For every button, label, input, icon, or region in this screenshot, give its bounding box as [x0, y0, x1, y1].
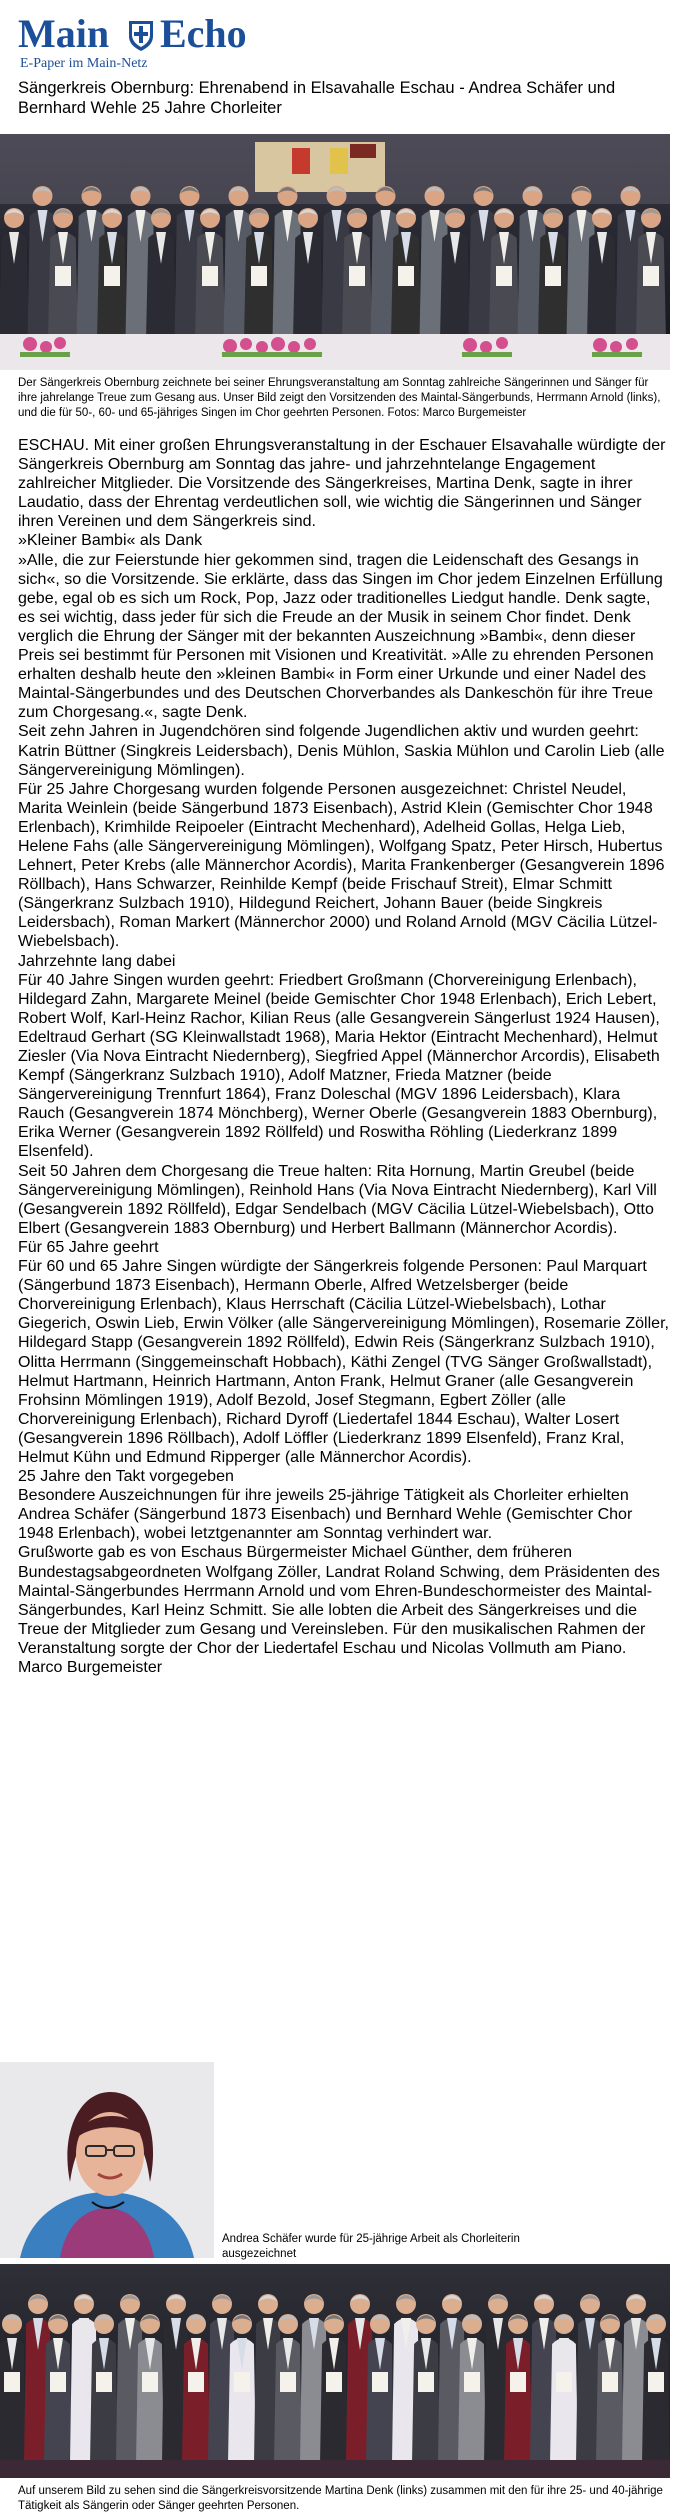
logo-word-echo: Echo	[160, 11, 247, 56]
article-paragraph: Für 40 Jahre Singen wurden geehrt: Friedbert Großmann (Chorvereinigung Erlenbach), Hildegard Zahn, Margarete Meinel (beide Gemischter Chor 1948 Erlenbach), Erich Lebert, Robert Wolf, Karl-Heinz Rachor, Kilian Reus (alle Gesangverein Sängerlust 1924 Hausen), Edeltraud Gerhart (SG Kleinwallstadt 1968), Maria Hektor (Eintracht Mechenhard), Helmut Ziesler (Via Nova Eintracht Niedernberg), Siegfried Appel (Männerchor Arcordis), Elisabeth Kempf (Sängerkranz Sulzbach 1910), Adolf Matzner, Frieda Matzner (beide Sängervereinigung Trennfurt 1864), Franz Doleschal (MGV 1896 Leidersbach), Klara Rauch (Gesangverein 1874 Mönchberg), Werner Oberle (Gesangverein 1883 Obernburg), Erika Werner (Gesangverein 1892 Röllfeld) und Roswitha Röhling (Liederkranz 1899 Elsenfeld).	[18, 971, 660, 1161]
article-subheading: 25 Jahre den Takt vorgegeben	[18, 1468, 234, 1486]
photo-caption-portrait: Andrea Schäfer wurde für 25-jährige Arbeit als Chorleiterin ausgezeichnet	[222, 2233, 520, 2260]
article-author: Marco Burgemeister	[18, 1659, 163, 1676]
crest-icon	[126, 18, 156, 52]
photo-caption-group: Der Sängerkreis Obernburg zeichnete bei seiner Ehrungsveranstaltung am Sonntag zahlreiche Sängerinnen und Sänger für ihre jahrelange Treue zum Gesang aus. Unser Bild zeigt den Vorsitzenden des Maintal-Sängerbunds, Herrmann Arnold (links), und die für 50-, 60- und 65-jähriges Singen im Chor geehrten Personen. Fotos: Marco Burgemeister	[18, 377, 661, 419]
article-paragraph: Besondere Auszeichnungen für ihre jeweils 25-jährige Tätigkeit als Chorleiter erhielten Andrea Schäfer (Sängerbund 1873 Eisenbach) und Bernhard Wehle (Gemischter Chor 1948 Erlenbach), wobei letztgenannter am Sonntag verhindert war.	[18, 1487, 633, 1543]
article-paragraph: Seit 50 Jahren dem Chorgesang die Treue halten: Rita Hornung, Martin Greubel (beide Sängervereinigung Mömlingen), Reinhold Hans (Via Nova Eintracht Niedernberg), Karl Vill (Gesangverein 1892 Röllfeld), Edgar Sendelbach (MGV Cäcilia Lützel-Wiebelsbach), Otto Elbert (Gesangverein 1883 Obernburg) und Herbert Ballmann (Männerchor Acordis).	[18, 1162, 657, 1237]
article-paragraph: Für 25 Jahre Chorgesang wurden folgende Personen ausgezeichnet: Christel Neudel, Marita Weinlein (beide Sängerbund 1873 Eisenbach), Astrid Klein (Gemischter Chor 1948 Erlenbach), Krimhilde Reipoeler (Eintracht Mechenhard), Adelheid Gollas, Helga Lieb, Helene Fahs (alle Sängervereinigung Mömlingen), Wolfgang Spatz, Peter Hirsch, Hubertus Lehnert, Peter Krebs (alle Männerchor Acordis), Marita Frankenberger (Gesangverein 1896 Röllbach), Hans Schwarzer, Reinhilde Kempf (beide Frischauf Streit), Elmar Schmitt (Sängerkranz Sulzbach 1910), Hildegund Reichert, Johann Bauer (beide Singkreis Leidersbach), Roman Markert (Männerchor 2000) und Roland Arnold (MGV Cäcilia Lützel-Wiebelsbach).	[18, 780, 665, 951]
article-body	[18, 436, 670, 1677]
article-paragraph: Grußworte gab es von Eschaus Bürgermeister Michael Günther, dem früheren Bundestagsabgeordneten Wolfgang Zöller, Landrat Roland Schwing, dem Präsidenten des Maintal-Sängerbundes Herrmann Arnold und vom Ehren-Bundeschormeister des Maintal-Sängerbundes, Karl Heinz Schmitt. Sie alle lobten die Arbeit des Sängerkreises und die Treue der Mitglieder zum Gesang und Vereinsleben. Für den musikalischen Rahmen der Veranstaltung sorgte der Chor der Liedertafel Eschau und Nicolas Vollmuth am Piano.	[18, 1544, 660, 1657]
article-subheading: Für 65 Jahre geehrt	[18, 1238, 159, 1256]
logo-word-main: Main	[18, 11, 110, 56]
logo-subtitle: E-Paper im Main-Netz	[20, 56, 148, 71]
photo-caption-second-group: Auf unserem Bild zu sehen sind die Sängerkreisvorsitzende Martina Denk (links) zusammen mit den für ihre 25- und 40-jährige Tätigkeit als Sängerin oder Sänger geehrten Personen.	[18, 2485, 663, 2512]
article-paragraph: »Alle, die zur Feierstunde hier gekommen sind, tragen die Leidenschaft des Gesangs in sich«, so die Vorsitzende. Sie erklärte, dass das Singen im Chor jedem Einzelnen Erfüllung gebe, egal ob es sich um Rock, Pop, Jazz oder traditionelles Liedgut handle. Denk sagte, es sei wichtig, dass jeder für sich die Freude an der Musik in seinem Chor findet. Denk verglich die Ehrung der Sänger mit der bekannten Auszeichnung »Bambi«, denn dieser Preis sei bestimmt für Personen mit Visionen und Kreativität. »Alle zu ehrenden Personen erhalten deshalb heute den »kleinen Bambi« in Form einer Urkunde und einer Nadel des Maintal-Sängerbundes und des Deutschen Chorverbandes als Dankeschön für ihre Treue zum Chorgesang.«, sagte Denk.	[18, 551, 663, 722]
article-paragraph: ESCHAU. Mit einer großen Ehrungsveranstaltung in der Eschauer Elsavahalle würdigte der Sängerkreis Obernburg am Sonntag das jahre- und jahrzehntelange Engagement zahlreicher Mitglieder. Die Vorsitzende des Sängerkreises, Martina Denk, sagte in ihrer Laudatio, dass der Ehrentag verdeutlichen soll, wie wichtig die Sängerinnen und Sänger ihren Vereinen und dem Sängerkreis sind.	[18, 437, 666, 531]
article-subheading: »Kleiner Bambi« als Dank	[18, 532, 203, 550]
masthead-logo[interactable]	[18, 12, 278, 72]
portrait-photo-andrea-schaefer	[0, 2062, 214, 2258]
group-photo-honorees-25-40-years	[0, 2264, 670, 2478]
article-headline: Sängerkreis Obernburg: Ehrenabend in Elsavahalle Eschau - Andrea Schäfer und Bernhard Wehle 25 Jahre Chorleiter	[18, 79, 616, 117]
group-photo-honorees-50-65-years	[0, 134, 670, 370]
article-paragraph: Für 60 und 65 Jahre Singen würdigte der Sängerkreis folgende Personen: Paul Marquart (Sängerbund 1873 Eisenbach), Hermann Oberle, Alfred Wetzelsberger (beide Chorvereinigung Erlenbach), Klaus Herrschaft (Cäcilia Lützel-Wiebelsbach), Lothar Giegerich, Oswin Lieb, Erwin Völker (alle Sängervereinigung Mömlingen), Rosemarie Zöller, Hildegard Stapp (Gesangverein 1892 Röllfeld), Edwin Reis (Sängerkranz Sulzbach 1910), Olitta Herrmann (Singgemeinschaft Hobbach), Käthi Zengel (TVG Sänger Großwallstadt), Helmut Hartmann, Heinrich Hartmann, Anton Frank, Helmut Graner (alle Gesangverein Frohsinn Mömlingen 1919), Adolf Bezold, Josef Stegmann, Egbert Zöller (alle Chorvereinigung Erlenbach), Richard Dyroff (Liedertafel 1844 Eschau), Walter Losert (Gesangverein 1896 Röllbach), Adolf Löffler (Liederkranz 1899 Elsenfeld), Franz Kral, Helmut Kühn und Edmund Ripperger (alle Männerchor Acordis).	[18, 1258, 669, 1466]
article-subheading: Jahrzehnte lang dabei	[18, 952, 176, 970]
article-paragraph: Seit zehn Jahren in Jugendchören sind folgende Jugendlichen aktiv und wurden geehrt: Katrin Büttner (Singkreis Leidersbach), Denis Mühlon, Saskia Mühlon und Carolin Lieb (alle Sängervereinigung Mömlingen).	[18, 723, 665, 779]
